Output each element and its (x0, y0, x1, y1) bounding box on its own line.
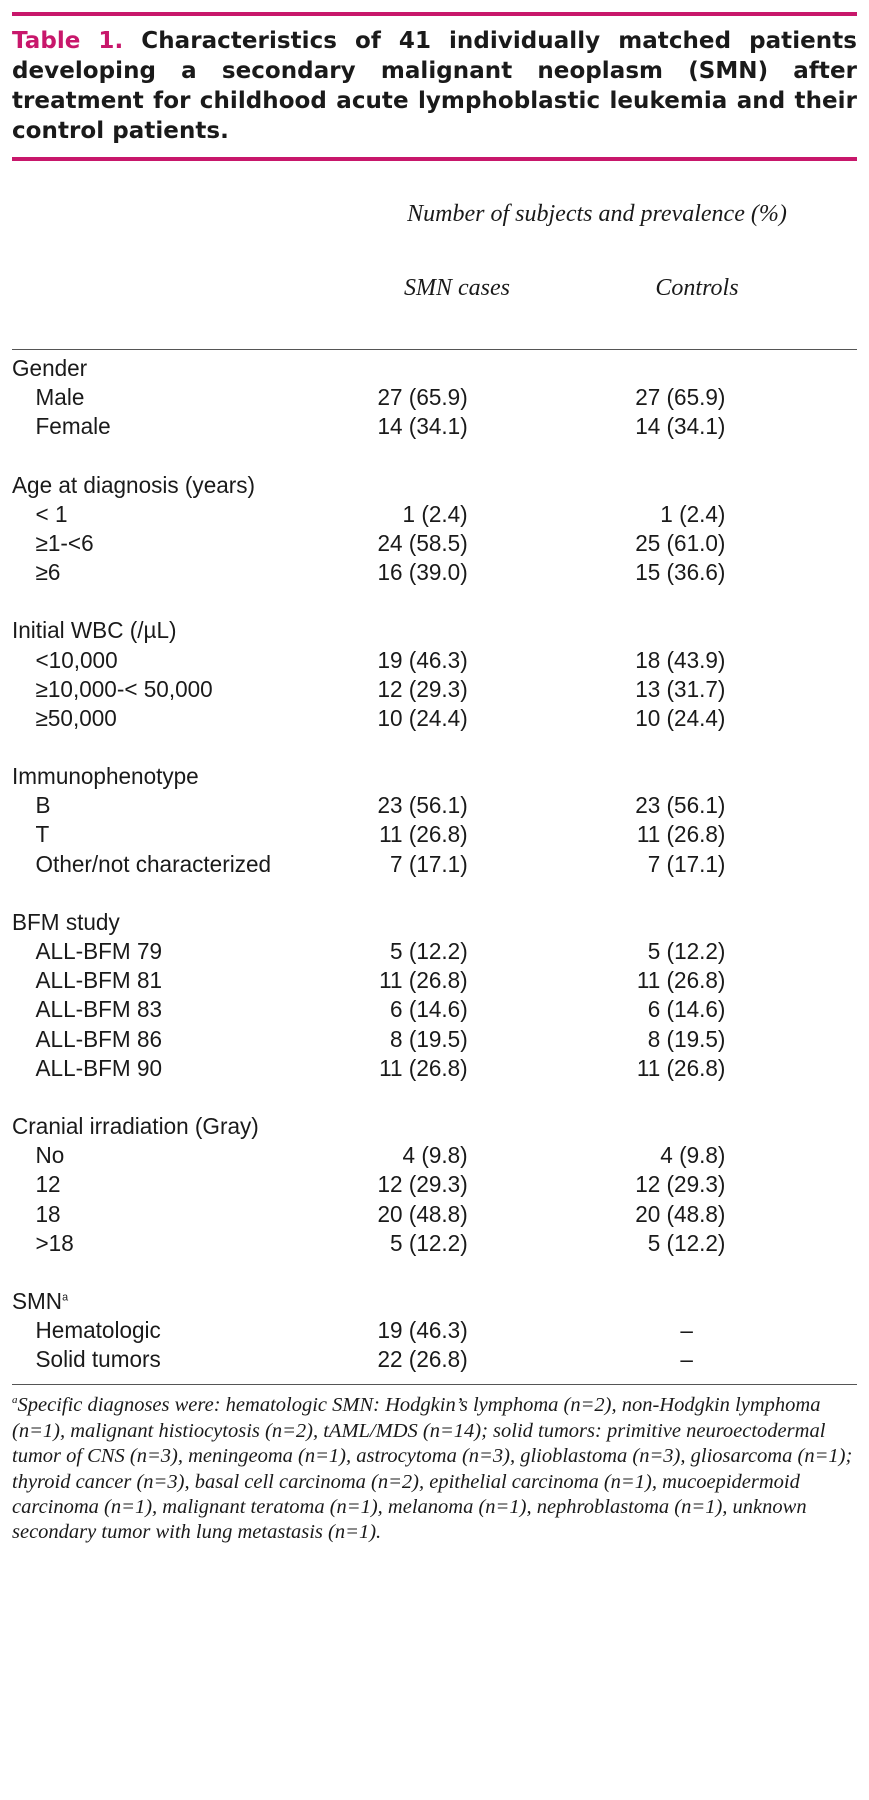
controls-value: 1 (2.4) (660, 500, 726, 527)
group-heading-text: Age at diagnosis (years) (12, 471, 256, 498)
smn-cases-value: 5 (12.2) (390, 938, 468, 964)
controls-value: 14 (34.1) (635, 413, 726, 440)
smn-cases-value: 27 (65.9) (377, 384, 468, 411)
controls-value: 5 (12.2) (647, 1229, 726, 1256)
table-footnote (12, 1385, 857, 1545)
table-row (12, 675, 840, 704)
smn-cases-value: 12 (29.3) (377, 675, 468, 702)
controls-value: 23 (56.1) (635, 792, 726, 819)
row-label: 12 (35, 1171, 61, 1198)
controls-value: 15 (36.6) (635, 559, 726, 586)
table-row (12, 937, 840, 966)
group-spacer (12, 587, 840, 616)
table-row (12, 412, 840, 441)
row-label: 18 (35, 1200, 61, 1227)
group-heading (12, 354, 87, 383)
footnote-ref-marker: a (62, 1291, 69, 1304)
smn-cases-value: 20 (48.8) (377, 1200, 468, 1227)
group-heading-text: Initial WBC (/µL) (12, 617, 177, 644)
row-label: Female (35, 413, 111, 440)
group-heading (12, 471, 255, 500)
group-heading-row (12, 354, 840, 383)
controls-value: 18 (43.9) (635, 646, 726, 673)
row-label: ≥10,000-< 50,000 (35, 675, 213, 702)
table-row (12, 1141, 840, 1170)
row-label: ALL-BFM 83 (35, 996, 163, 1023)
smn-cases-value: 23 (56.1) (377, 792, 468, 819)
table-row (12, 995, 840, 1024)
smn-cases-value: 10 (24.4) (377, 704, 468, 731)
controls-value: 10 (24.4) (635, 704, 726, 731)
row-label: < 1 (35, 500, 68, 527)
group-heading (12, 762, 199, 791)
row-label: T (35, 821, 50, 848)
smn-cases-value: 4 (9.8) (402, 1142, 468, 1169)
table-row (12, 820, 840, 849)
smn-cases-value: 12 (29.3) (377, 1171, 468, 1198)
row-label: ≥1-<6 (35, 529, 94, 556)
table-row (12, 1170, 840, 1199)
controls-value: 12 (29.3) (635, 1171, 726, 1198)
row-label: B (35, 792, 51, 819)
table-row (12, 850, 840, 879)
table-row (12, 1229, 840, 1258)
table-row: Hematologic 19 (46.3) – (12, 1316, 840, 1345)
row-label: Hematologic (35, 1317, 161, 1344)
smn-cases-value: 14 (34.1) (377, 413, 468, 440)
smn-cases-value: 24 (58.5) (377, 529, 468, 556)
row-label: Solid tumors (35, 1346, 161, 1373)
group-heading-row (12, 1287, 840, 1316)
row-label: <10,000 (35, 646, 118, 673)
controls-value: 13 (31.7) (635, 675, 726, 702)
table-row (12, 1054, 840, 1083)
controls-value: 11 (26.8) (636, 967, 726, 994)
row-label: ≥6 (35, 559, 61, 586)
controls-value: 4 (9.8) (660, 1142, 726, 1169)
group-heading-row (12, 616, 840, 645)
row-label: >18 (35, 1229, 74, 1256)
group-spacer (12, 1258, 840, 1287)
table-label: Table 1. (12, 28, 124, 54)
controls-value: 20 (48.8) (635, 1200, 726, 1227)
group-spacer (12, 879, 840, 908)
row-label: No (35, 1142, 65, 1169)
controls-value: 7 (17.1) (647, 850, 726, 877)
controls-value: 27 (65.9) (635, 384, 726, 411)
controls-value: 5 (12.2) (647, 938, 726, 964)
row-label: ALL-BFM 86 (35, 1025, 163, 1052)
group-heading (12, 1112, 259, 1141)
table-row (12, 383, 840, 412)
footnote-text: Specific diagnoses were: hematologic SMN: Hodgkin’s lymphoma (n=2), non-Hodgkin lymphoma (n=1), malignant histiocytosis (n=2), tAML/MDS (n=14); solid tumors: primitive neuroectodermal tumor of CNS (n=3), meningeoma (n=1), astrocytoma (n=3), glioblastoma (n=3), gliosarcoma (n=1); thyroid cancer (n=3), basal cell carcinoma (n=2), epithelial carcinoma (n=1), mucoepidermoid carcinoma (n=1), malignant teratoma (n=1), melanoma (n=1), nephroblastoma (n=1), unknown secondary tumor with lung metastasis (n=1). (12, 1394, 853, 1544)
table-caption (12, 16, 857, 157)
group-heading-text: SMN (12, 1287, 63, 1314)
group-heading (12, 616, 177, 645)
group-heading (12, 908, 120, 937)
controls-value: 11 (26.8) (636, 1054, 726, 1081)
table-row: Solid tumors 22 (26.8) – (12, 1345, 840, 1374)
footnote-marker: a (12, 1394, 18, 1407)
table-row (12, 966, 840, 995)
caption-text: Characteristics of 41 individually matched patients developing a secondary malignant neoplasm (SMN) after treatment for childhood acute lymphoblastic leukemia and their control patients. (12, 28, 858, 144)
smn-cases-value: 11 (26.8) (379, 967, 468, 994)
table-figure (12, 12, 857, 1546)
smn-cases-value: 1 (2.4) (402, 500, 468, 527)
row-label: ALL-BFM 90 (35, 1054, 163, 1081)
controls-value: 25 (61.0) (635, 529, 726, 556)
group-heading-text: BFM study (12, 908, 120, 935)
smn-cases-value: 6 (14.6) (390, 996, 468, 1023)
smn-cases-value: 7 (17.1) (390, 850, 468, 877)
spanner-heading: Number of subjects and prevalence (%) (407, 201, 787, 227)
group-spacer (12, 442, 840, 471)
row-label: Other/not characterized (35, 850, 272, 877)
smn-cases-value: 8 (19.5) (390, 1025, 468, 1052)
table-row (12, 500, 840, 529)
group-spacer (12, 1083, 840, 1112)
controls-value: 11 (26.8) (636, 821, 726, 848)
table-row (12, 791, 840, 820)
table-row (12, 704, 840, 733)
column-heading-controls: Controls (655, 275, 739, 301)
table-body (12, 350, 840, 1374)
smn-cases-value: 19 (46.3) (377, 1317, 468, 1344)
row-label: ALL-BFM 79 (35, 938, 163, 964)
smn-cases-value: 11 (26.8) (379, 821, 468, 848)
group-heading-row (12, 1112, 840, 1141)
table-row (12, 558, 840, 587)
row-label: Male (35, 384, 85, 411)
group-spacer (12, 733, 840, 762)
row-label: ≥50,000 (35, 704, 117, 731)
group-heading-text: Cranial irradiation (Gray) (12, 1112, 259, 1139)
group-heading-row (12, 908, 840, 937)
column-header (12, 161, 857, 349)
table-row (12, 1025, 840, 1054)
column-heading-smn: SMN cases (404, 275, 510, 301)
table-row (12, 1200, 840, 1229)
smn-cases-value: 16 (39.0) (377, 559, 468, 586)
table-row (12, 646, 840, 675)
row-label: ALL-BFM 81 (35, 967, 163, 994)
group-heading-text: Immunophenotype (12, 763, 199, 790)
group-heading-row (12, 471, 840, 500)
table-row (12, 529, 840, 558)
controls-value: 6 (14.6) (647, 996, 726, 1023)
controls-value: 8 (19.5) (647, 1025, 726, 1052)
smn-cases-value: 22 (26.8) (377, 1346, 468, 1373)
smn-cases-value: 19 (46.3) (377, 646, 468, 673)
group-heading (12, 1287, 68, 1316)
smn-cases-value: 5 (12.2) (390, 1229, 468, 1256)
group-heading-text: Gender (12, 355, 88, 381)
smn-cases-value: 11 (26.8) (379, 1054, 468, 1081)
group-heading-row (12, 762, 840, 791)
